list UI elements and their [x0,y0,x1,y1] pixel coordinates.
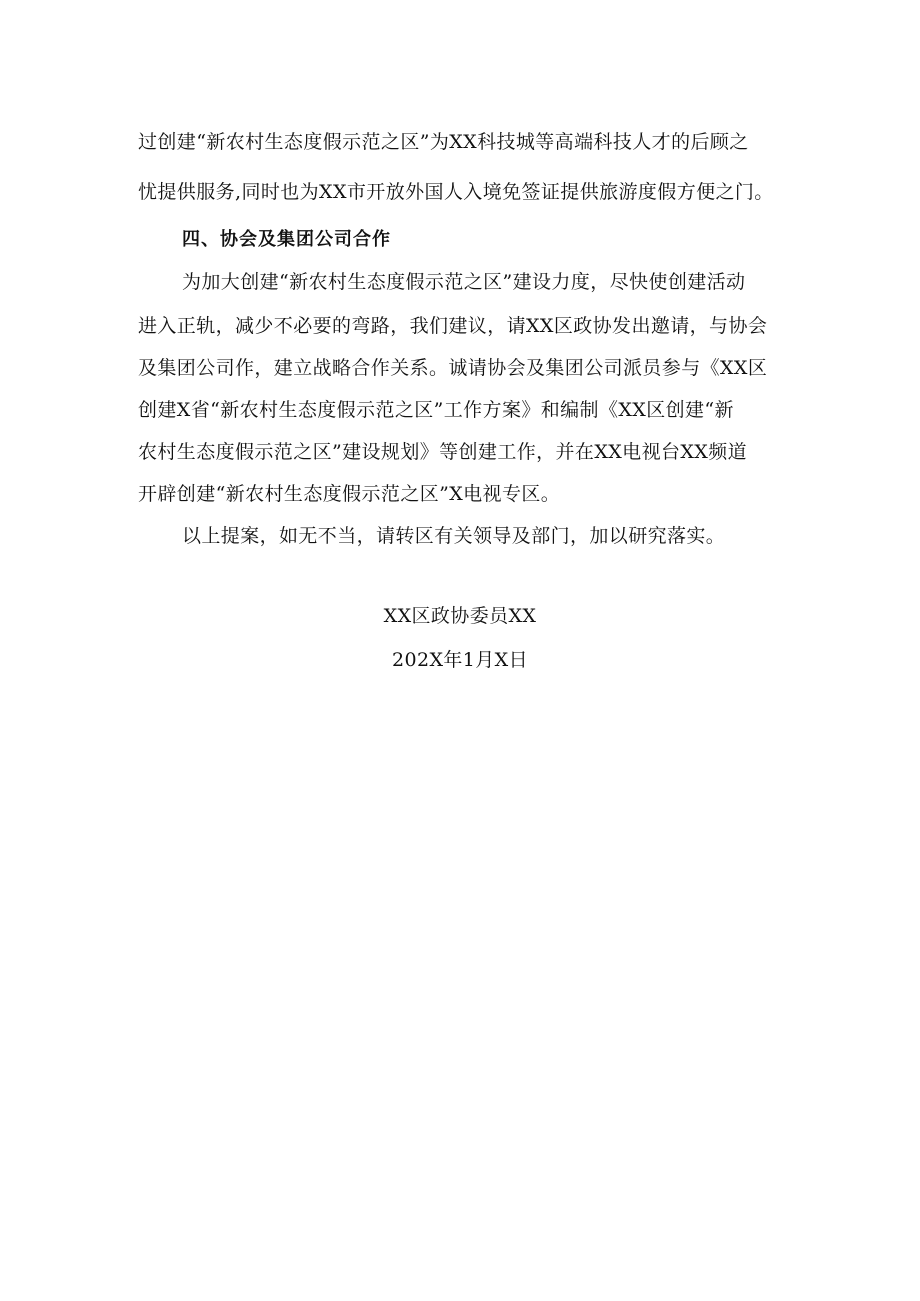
continuation-line-1: 过创建“新农村生态度假示范之区”为XX科技城等高端科技人才的后顾之 [138,131,749,153]
signature: XX区政协委员XX [383,605,537,627]
paragraph-line-5: 农村生态度假示范之区”建设规划》等创建工作，并在XX电视台XX频道 [138,441,748,463]
paragraph-line-3: 及集团公司作，建立战略合作关系。诚请协会及集团公司派员参与《XX区 [138,357,768,379]
section-heading: 四、协会及集团公司合作 [182,229,391,250]
paragraph-line-1: 为加大创建“新农村生态度假示范之区”建设力度，尽快使创建活动 [182,271,746,293]
date: 202X年1月X日 [391,649,528,671]
paragraph-line-2: 进入正轨，减少不必要的弯路，我们建议，请XX区政协发出邀请，与协会 [138,315,768,337]
paragraph-line-6: 开辟创建“新农村生态度假示范之区”X电视专区。 [138,483,561,505]
closing-line: 以上提案，如无不当，请转区有关领导及部门，加以研究落实。 [182,525,726,547]
paragraph-line-4: 创建X省“新农村生态度假示范之区”工作方案》和编制《XX区创建“新 [138,399,734,421]
continuation-line-2: 忧提供服务,同时也为XX市开放外国人入境免签证提供旅游度假方便之门。 [138,181,774,203]
